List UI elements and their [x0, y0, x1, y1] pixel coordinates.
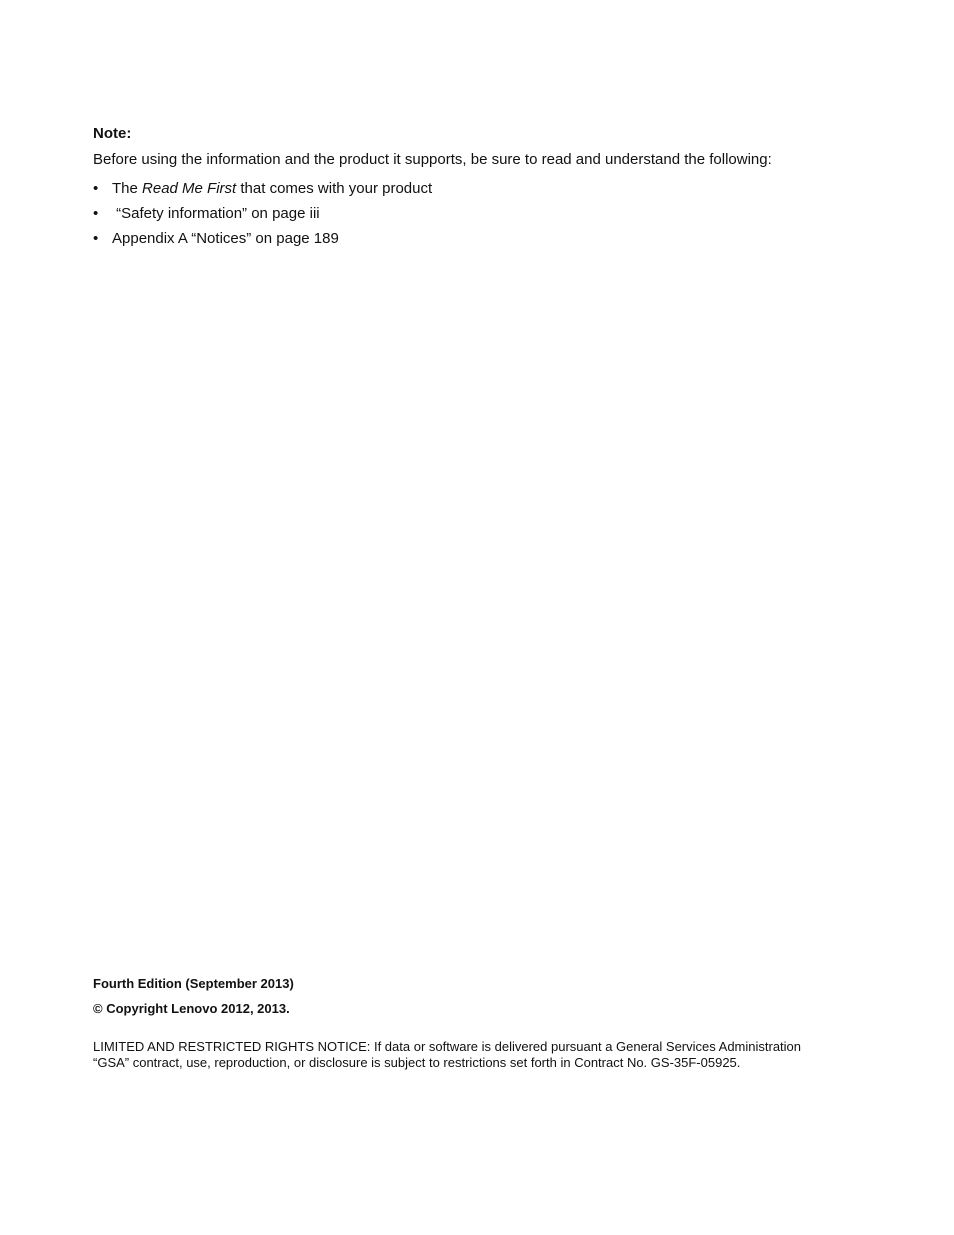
list-item-text: The Read Me First that comes with your product — [112, 180, 433, 197]
copyright-statement: © Copyright Lenovo 2012, 2013. — [93, 1001, 290, 1016]
list-item — [93, 179, 432, 204]
note-intro: Before using the information and the product it supports, be sure to read and understand the following: — [93, 151, 772, 168]
note-bullet-list — [93, 179, 432, 254]
bullet-icon: • — [93, 180, 99, 197]
notices-appendix-link[interactable]: Appendix A “Notices” on page 189 — [112, 230, 339, 247]
edition-statement: Fourth Edition (September 2013) — [93, 976, 294, 991]
rights-notice — [93, 1039, 873, 1071]
note-heading: Note: — [93, 125, 132, 142]
list-item — [93, 204, 432, 229]
rights-notice-line-1: LIMITED AND RESTRICTED RIGHTS NOTICE: If data or software is delivered pursuant a General Services Administration — [93, 1039, 802, 1054]
list-item — [93, 229, 432, 254]
rights-notice-line-2: “GSA” contract, use, reproduction, or disclosure is subject to restrictions set forth in Contract No. GS-35F-05925. — [93, 1055, 741, 1070]
read-me-first-title: Read Me First — [142, 180, 237, 197]
bullet-icon: • — [93, 205, 99, 222]
safety-information-link[interactable]: “Safety information” on page iii — [112, 205, 320, 222]
bullet-icon: • — [93, 230, 99, 247]
